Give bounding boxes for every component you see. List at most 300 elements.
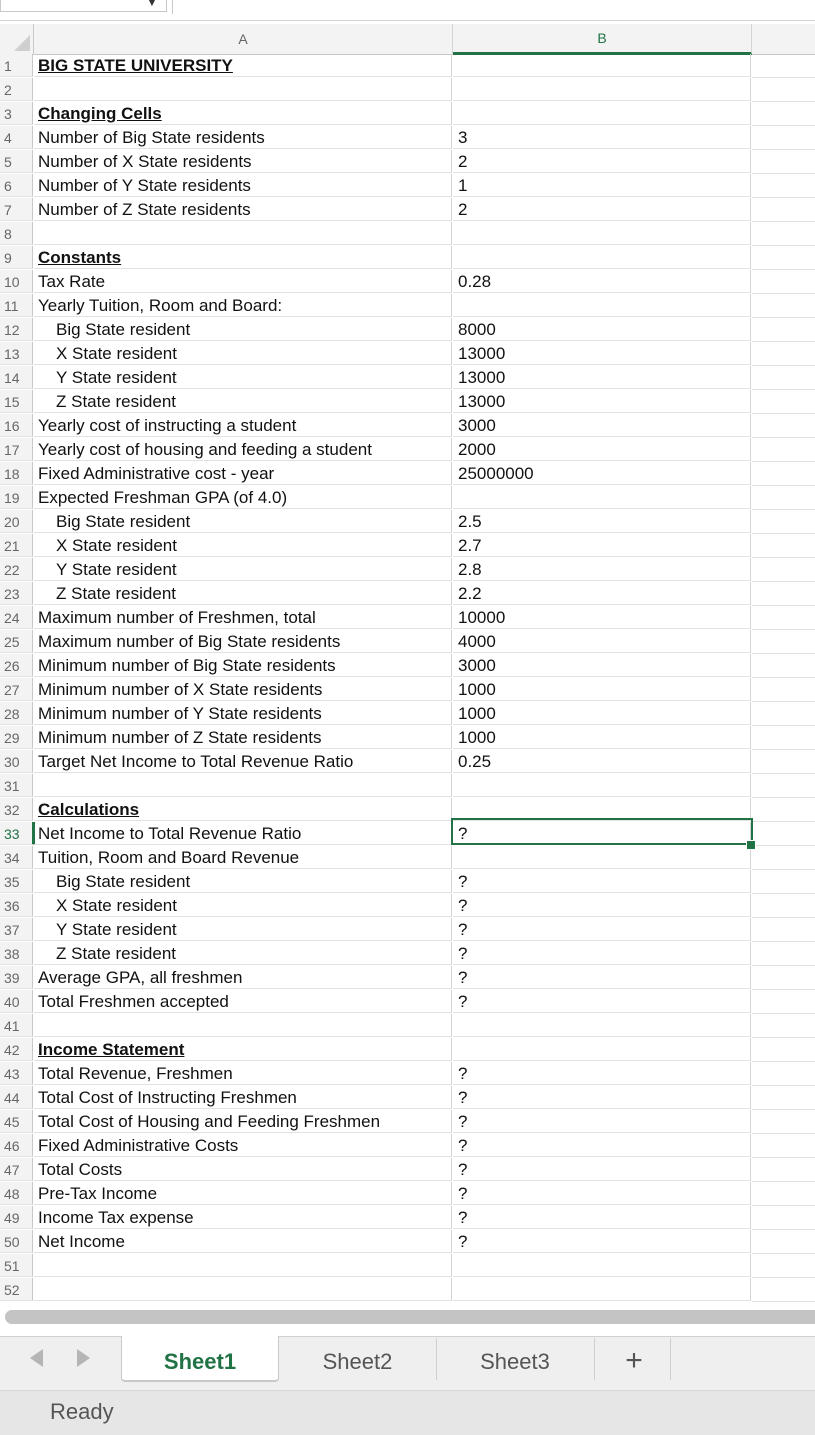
- cell-b[interactable]: ?: [453, 990, 751, 1013]
- row-number: 9: [4, 250, 12, 266]
- cell-b[interactable]: 3000: [453, 414, 751, 437]
- cell-c[interactable]: [752, 78, 815, 102]
- cell-b[interactable]: 2.2: [453, 582, 751, 605]
- cell-a[interactable]: Number of Z State residents: [34, 198, 452, 221]
- cell-c[interactable]: [752, 366, 815, 390]
- row-header[interactable]: [0, 342, 33, 365]
- cell-a[interactable]: Tuition, Room and Board Revenue: [34, 846, 452, 869]
- cell-c[interactable]: [752, 582, 815, 606]
- cell-c[interactable]: [752, 942, 815, 966]
- cell-b[interactable]: 1000: [453, 678, 751, 701]
- cell-a[interactable]: Big State resident: [34, 510, 452, 533]
- cell-b[interactable]: [453, 1038, 751, 1061]
- row-number: 48: [4, 1186, 20, 1202]
- cell-a[interactable]: Z State resident: [34, 942, 452, 965]
- cell-b[interactable]: 0.25: [453, 750, 751, 773]
- cell-b[interactable]: [453, 222, 751, 245]
- cell-b[interactable]: ?: [453, 1086, 751, 1109]
- row-number: 12: [4, 322, 20, 338]
- row-header[interactable]: [0, 630, 33, 653]
- cell-b[interactable]: 8000: [453, 318, 751, 341]
- table-row: [0, 198, 815, 222]
- row-header[interactable]: [0, 150, 33, 173]
- cell-c[interactable]: [752, 270, 815, 294]
- row-number: 51: [4, 1258, 20, 1274]
- cell-a[interactable]: Tax Rate: [34, 270, 452, 293]
- row-number: 13: [4, 346, 20, 362]
- cell-b[interactable]: [453, 294, 751, 317]
- cell-b[interactable]: ?: [453, 870, 751, 893]
- cell-b[interactable]: 1000: [453, 726, 751, 749]
- next-sheet-icon[interactable]: [77, 1349, 90, 1367]
- table-row: [0, 1254, 815, 1278]
- cell-a[interactable]: Number of Y State residents: [34, 174, 452, 197]
- row-header[interactable]: [0, 438, 33, 461]
- row-number: 4: [4, 130, 12, 146]
- table-row: [0, 846, 815, 870]
- row-number: 15: [4, 394, 20, 410]
- row-number: 19: [4, 490, 20, 506]
- cell-b[interactable]: 10000: [453, 606, 751, 629]
- cell-a[interactable]: Number of X State residents: [34, 150, 452, 173]
- cell-a[interactable]: Minimum number of X State residents: [34, 678, 452, 701]
- cell-a[interactable]: Yearly cost of housing and feeding a student: [34, 438, 452, 461]
- cell-b[interactable]: [453, 798, 751, 821]
- row-header[interactable]: [0, 750, 33, 773]
- cell-a[interactable]: Changing Cells: [34, 102, 452, 125]
- row-header[interactable]: [0, 654, 33, 677]
- row-header[interactable]: [0, 54, 33, 77]
- row-header[interactable]: [0, 246, 33, 269]
- row-header[interactable]: [0, 702, 33, 725]
- row-header[interactable]: [0, 966, 33, 989]
- cell-b[interactable]: ?: [453, 1134, 751, 1157]
- cell-a[interactable]: Maximum number of Big State residents: [34, 630, 452, 653]
- cell-a[interactable]: Yearly cost of instructing a student: [34, 414, 452, 437]
- row-number: 17: [4, 442, 20, 458]
- table-row: [0, 1230, 815, 1254]
- cell-c[interactable]: [752, 222, 815, 246]
- cell-a[interactable]: Net Income to Total Revenue Ratio: [34, 822, 452, 845]
- cell-c[interactable]: [752, 654, 815, 678]
- add-sheet-button[interactable]: +: [625, 1344, 643, 1377]
- cell-a[interactable]: Constants: [34, 246, 452, 269]
- row-number: 26: [4, 658, 20, 674]
- table-row: [0, 966, 815, 990]
- row-number: 36: [4, 898, 20, 914]
- cell-a[interactable]: Total Cost of Housing and Feeding Freshmen: [34, 1110, 452, 1133]
- table-row: [0, 222, 815, 246]
- cell-b[interactable]: 4000: [453, 630, 751, 653]
- fill-handle[interactable]: [746, 840, 756, 850]
- cell-c[interactable]: [752, 486, 815, 510]
- cell-b[interactable]: 1000: [453, 702, 751, 725]
- row-header[interactable]: [0, 558, 33, 581]
- cell-b[interactable]: 2: [453, 198, 751, 221]
- row-header[interactable]: [0, 726, 33, 749]
- row-header[interactable]: [0, 390, 33, 413]
- row-header[interactable]: [0, 1134, 33, 1157]
- row-header[interactable]: [0, 1110, 33, 1133]
- cell-a[interactable]: [34, 78, 452, 101]
- cell-c[interactable]: [752, 318, 815, 342]
- cell-c[interactable]: [752, 678, 815, 702]
- row-header[interactable]: [0, 294, 33, 317]
- row-number: 43: [4, 1066, 20, 1082]
- cell-a[interactable]: [34, 1278, 452, 1301]
- cell-a[interactable]: Z State resident: [34, 582, 452, 605]
- column-header-c[interactable]: [752, 24, 815, 55]
- table-row: [0, 294, 815, 318]
- cell-a[interactable]: Fixed Administrative Costs: [34, 1134, 452, 1157]
- cell-c[interactable]: [752, 558, 815, 582]
- cell-a[interactable]: [34, 1014, 452, 1037]
- row-header[interactable]: [0, 822, 35, 845]
- table-row: [0, 1062, 815, 1086]
- cell-c[interactable]: [752, 1062, 815, 1086]
- cell-b[interactable]: ?: [453, 1110, 751, 1133]
- cell-a[interactable]: Income Tax expense: [34, 1206, 452, 1229]
- row-header[interactable]: [0, 486, 33, 509]
- cell-c[interactable]: [752, 894, 815, 918]
- table-row: [0, 678, 815, 702]
- row-number: 38: [4, 946, 20, 962]
- cell-b[interactable]: ?: [453, 918, 751, 941]
- cell-b[interactable]: [453, 486, 751, 509]
- row-header[interactable]: [0, 270, 33, 293]
- row-header[interactable]: [0, 102, 33, 125]
- cell-c[interactable]: [752, 462, 815, 486]
- cell-b[interactable]: [453, 1254, 751, 1277]
- table-row: [0, 1110, 815, 1134]
- row-header[interactable]: [0, 894, 33, 917]
- cell-c[interactable]: [752, 1038, 815, 1062]
- row-number: 34: [4, 850, 20, 866]
- previous-sheet-icon[interactable]: [30, 1349, 43, 1367]
- row-header[interactable]: [0, 582, 33, 605]
- table-row: [0, 702, 815, 726]
- row-header[interactable]: [0, 1182, 33, 1205]
- cell-c[interactable]: [752, 246, 815, 270]
- cell-a[interactable]: Total Costs: [34, 1158, 452, 1181]
- cell-b[interactable]: [453, 54, 751, 77]
- cell-b[interactable]: ?: [453, 894, 751, 917]
- table-row: [0, 390, 815, 414]
- table-row: [0, 750, 815, 774]
- row-number: 23: [4, 586, 20, 602]
- cell-a[interactable]: Z State resident: [34, 390, 452, 413]
- row-header[interactable]: [0, 222, 33, 245]
- cell-b[interactable]: [453, 846, 751, 869]
- row-number: 6: [4, 178, 12, 194]
- cell-c[interactable]: [752, 534, 815, 558]
- table-row: [0, 54, 815, 78]
- row-number: 25: [4, 634, 20, 650]
- row-header[interactable]: [0, 1278, 33, 1301]
- cell-b[interactable]: [453, 246, 751, 269]
- table-row: [0, 654, 815, 678]
- cell-b[interactable]: [453, 1014, 751, 1037]
- row-header[interactable]: [0, 1014, 33, 1037]
- cell-a[interactable]: Total Cost of Instructing Freshmen: [34, 1086, 452, 1109]
- table-row: [0, 510, 815, 534]
- cell-c[interactable]: [752, 294, 815, 318]
- name-box[interactable]: [0, 0, 167, 12]
- name-box-dropdown-icon[interactable]: ▼: [146, 0, 158, 9]
- row-number: 7: [4, 202, 12, 218]
- cell-b[interactable]: ?: [453, 1062, 751, 1085]
- cell-a[interactable]: [34, 1254, 452, 1277]
- row-header[interactable]: [0, 606, 33, 629]
- row-number: 18: [4, 466, 20, 482]
- table-row: [0, 990, 815, 1014]
- table-row: [0, 462, 815, 486]
- cell-c[interactable]: [752, 822, 815, 846]
- table-row: [0, 630, 815, 654]
- cell-a[interactable]: Total Revenue, Freshmen: [34, 1062, 452, 1085]
- row-number: 52: [4, 1282, 20, 1298]
- cell-b[interactable]: 13000: [453, 342, 751, 365]
- tab-sheet1[interactable]: Sheet1: [121, 1336, 279, 1382]
- row-header[interactable]: [0, 918, 33, 941]
- cell-b[interactable]: [453, 1278, 751, 1301]
- table-row: [0, 150, 815, 174]
- cell-b[interactable]: 13000: [453, 366, 751, 389]
- row-header[interactable]: [0, 1230, 33, 1253]
- table-row: [0, 270, 815, 294]
- cell-b[interactable]: 3000: [453, 654, 751, 677]
- row-number: 41: [4, 1018, 20, 1034]
- row-header[interactable]: [0, 774, 33, 797]
- cell-c[interactable]: [752, 1182, 815, 1206]
- row-header[interactable]: [0, 1254, 33, 1277]
- table-row: [0, 1182, 815, 1206]
- cell-a[interactable]: X State resident: [34, 342, 452, 365]
- row-number: 45: [4, 1114, 20, 1130]
- row-number: 49: [4, 1210, 20, 1226]
- cell-c[interactable]: [752, 1086, 815, 1110]
- row-number: 24: [4, 610, 20, 626]
- cell-c[interactable]: [752, 1278, 815, 1302]
- row-header[interactable]: [0, 870, 33, 893]
- cell-b[interactable]: [453, 774, 751, 797]
- row-number: 5: [4, 154, 12, 170]
- cell-a[interactable]: Minimum number of Y State residents: [34, 702, 452, 725]
- cell-c[interactable]: [752, 198, 815, 222]
- row-header[interactable]: [0, 198, 33, 221]
- cell-b[interactable]: ?: [453, 1158, 751, 1181]
- select-all-icon: [14, 35, 30, 51]
- table-row: [0, 558, 815, 582]
- column-header-a[interactable]: A: [34, 24, 453, 55]
- cell-b[interactable]: ?: [453, 1230, 751, 1253]
- cell-c[interactable]: [752, 414, 815, 438]
- table-row: [0, 870, 815, 894]
- cell-c[interactable]: [752, 990, 815, 1014]
- row-header[interactable]: [0, 1038, 33, 1061]
- row-header[interactable]: [0, 414, 33, 437]
- cell-c[interactable]: [752, 1014, 815, 1038]
- cell-c[interactable]: [752, 510, 815, 534]
- table-row: [0, 102, 815, 126]
- cell-b[interactable]: 0.28: [453, 270, 751, 293]
- cell-a[interactable]: Fixed Administrative cost - year: [34, 462, 452, 485]
- row-header[interactable]: [0, 798, 33, 821]
- table-row: [0, 1038, 815, 1062]
- cell-a[interactable]: Total Freshmen accepted: [34, 990, 452, 1013]
- table-row: [0, 822, 815, 846]
- cell-b[interactable]: 2.5: [453, 510, 751, 533]
- cell-c[interactable]: [752, 342, 815, 366]
- cell-b[interactable]: 13000: [453, 390, 751, 413]
- row-number: 40: [4, 994, 20, 1010]
- row-number: 30: [4, 754, 20, 770]
- cell-c[interactable]: [752, 702, 815, 726]
- row-header[interactable]: [0, 174, 33, 197]
- select-all-corner[interactable]: [0, 24, 34, 55]
- cell-c[interactable]: [752, 726, 815, 750]
- cell-c[interactable]: [752, 966, 815, 990]
- row-number: 16: [4, 418, 20, 434]
- cell-a[interactable]: [34, 774, 452, 797]
- row-header[interactable]: [0, 78, 33, 101]
- row-number: 28: [4, 706, 20, 722]
- cell-c[interactable]: [752, 630, 815, 654]
- cell-c[interactable]: [752, 390, 815, 414]
- row-header[interactable]: [0, 1206, 33, 1229]
- row-header[interactable]: [0, 1158, 33, 1181]
- cell-c[interactable]: [752, 438, 815, 462]
- cell-c[interactable]: [752, 606, 815, 630]
- cell-b[interactable]: 1: [453, 174, 751, 197]
- cell-c[interactable]: [752, 750, 815, 774]
- cell-b[interactable]: 2.7: [453, 534, 751, 557]
- row-number: 2: [4, 82, 12, 98]
- row-header[interactable]: [0, 510, 33, 533]
- status-text: Ready: [50, 1399, 114, 1424]
- row-header[interactable]: [0, 534, 33, 557]
- row-number: 20: [4, 514, 20, 530]
- cell-b[interactable]: 2.8: [453, 558, 751, 581]
- column-header-b[interactable]: B: [453, 24, 752, 55]
- row-header[interactable]: [0, 126, 33, 149]
- tab-sheet3[interactable]: Sheet3: [480, 1349, 550, 1374]
- cell-b[interactable]: 3: [453, 126, 751, 149]
- row-header[interactable]: [0, 942, 33, 965]
- row-header[interactable]: [0, 366, 33, 389]
- table-row: [0, 1086, 815, 1110]
- row-number: 37: [4, 922, 20, 938]
- cell-b[interactable]: 2: [453, 150, 751, 173]
- cell-a[interactable]: Yearly Tuition, Room and Board:: [34, 294, 452, 317]
- cell-a[interactable]: Target Net Income to Total Revenue Ratio: [34, 750, 452, 773]
- cell-c[interactable]: [752, 798, 815, 822]
- table-row: [0, 1014, 815, 1038]
- cell-a[interactable]: Y State resident: [34, 558, 452, 581]
- cell-c[interactable]: [752, 54, 815, 78]
- cell-a[interactable]: Average GPA, all freshmen: [34, 966, 452, 989]
- tab-sheet2[interactable]: Sheet2: [322, 1349, 393, 1374]
- row-header[interactable]: [0, 846, 33, 869]
- row-header[interactable]: [0, 990, 33, 1013]
- cell-c[interactable]: [752, 774, 815, 798]
- cell-a[interactable]: [34, 222, 452, 245]
- cell-b[interactable]: 2000: [453, 438, 751, 461]
- cell-c[interactable]: [752, 102, 815, 126]
- cell-c[interactable]: [752, 1110, 815, 1134]
- cell-c[interactable]: [752, 918, 815, 942]
- cell-a[interactable]: X State resident: [34, 894, 452, 917]
- cell-b[interactable]: ?: [453, 822, 751, 845]
- row-header[interactable]: [0, 318, 33, 341]
- cell-c[interactable]: [752, 846, 815, 870]
- cell-c[interactable]: [752, 1230, 815, 1254]
- cell-b[interactable]: ?: [453, 1206, 751, 1229]
- cell-b[interactable]: ?: [453, 966, 751, 989]
- spreadsheet-grid[interactable]: [0, 24, 815, 1306]
- row-number: 8: [4, 226, 12, 242]
- cell-a[interactable]: Y State resident: [34, 918, 452, 941]
- cell-a[interactable]: Big State resident: [34, 870, 452, 893]
- cell-a[interactable]: Income Statement: [34, 1038, 452, 1061]
- row-header[interactable]: [0, 462, 33, 485]
- row-number: 29: [4, 730, 20, 746]
- status-bar: [0, 1390, 815, 1435]
- table-row: [0, 1278, 815, 1302]
- horizontal-scrollbar[interactable]: [5, 1310, 815, 1324]
- cell-c[interactable]: [752, 150, 815, 174]
- table-row: [0, 486, 815, 510]
- cell-a[interactable]: BIG STATE UNIVERSITY: [34, 54, 452, 77]
- row-number: 31: [4, 778, 20, 794]
- cell-b[interactable]: ?: [453, 942, 751, 965]
- cell-a[interactable]: Big State resident: [34, 318, 452, 341]
- cell-a[interactable]: Net Income: [34, 1230, 452, 1253]
- cell-a[interactable]: Minimum number of Big State residents: [34, 654, 452, 677]
- cell-c[interactable]: [752, 1206, 815, 1230]
- cell-b[interactable]: ?: [453, 1182, 751, 1205]
- row-number: 42: [4, 1042, 20, 1058]
- table-row: [0, 1134, 815, 1158]
- row-header[interactable]: [0, 678, 33, 701]
- cell-b[interactable]: 25000000: [453, 462, 751, 485]
- row-header[interactable]: [0, 1062, 33, 1085]
- cell-c[interactable]: [752, 1158, 815, 1182]
- row-header[interactable]: [0, 1086, 33, 1109]
- row-number: 32: [4, 802, 20, 818]
- cell-a[interactable]: Minimum number of Z State residents: [34, 726, 452, 749]
- cell-c[interactable]: [752, 870, 815, 894]
- cell-a[interactable]: Y State resident: [34, 366, 452, 389]
- cell-a[interactable]: Expected Freshman GPA (of 4.0): [34, 486, 452, 509]
- table-row: [0, 342, 815, 366]
- cell-a[interactable]: X State resident: [34, 534, 452, 557]
- cell-a[interactable]: Maximum number of Freshmen, total: [34, 606, 452, 629]
- row-number: 14: [4, 370, 20, 386]
- table-row: [0, 414, 815, 438]
- cell-a[interactable]: Calculations: [34, 798, 452, 821]
- cell-c[interactable]: [752, 1254, 815, 1278]
- cell-c[interactable]: [752, 1134, 815, 1158]
- row-number: 46: [4, 1138, 20, 1154]
- cell-a[interactable]: Pre-Tax Income: [34, 1182, 452, 1205]
- table-row: [0, 534, 815, 558]
- cell-c[interactable]: [752, 174, 815, 198]
- cell-a[interactable]: Number of Big State residents: [34, 126, 452, 149]
- cell-b[interactable]: [453, 78, 751, 101]
- cell-c[interactable]: [752, 126, 815, 150]
- cell-b[interactable]: [453, 102, 751, 125]
